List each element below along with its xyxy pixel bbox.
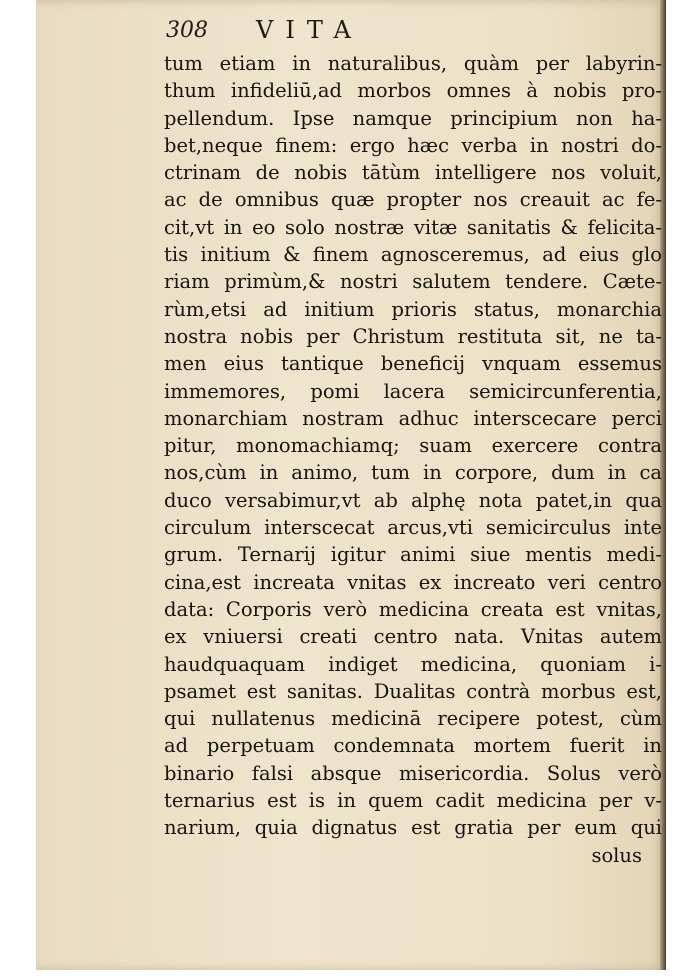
- text-line: rùm,etsi ad initium prioris status, monarchia: [164, 297, 662, 321]
- text-line: cina,est increata vnitas ex increato veri centro: [164, 570, 662, 594]
- text-line: tum etiam in naturalibus, quàm per labyrin-: [164, 52, 662, 75]
- text-line: nostra nobis per Christum restituta sit, ne ta-: [164, 324, 662, 348]
- text-line: riam primùm,& nostri salutem tendere. Cæte-: [164, 270, 662, 294]
- text-line: data: Corporis verò medicina creata est vnitas,: [164, 597, 662, 621]
- text-line: tis initium & finem agnosceremus, ad eius glo: [164, 243, 662, 267]
- text-line: pitur, monomachiamq; suam exercere contra: [164, 434, 662, 458]
- text-line: cit,vt in eo solo nostræ vitæ sanitatis & felicita-: [164, 215, 662, 239]
- text-line: monarchiam nostram adhuc interscecare perci: [164, 406, 662, 430]
- text-line: pellendum. Ipse namque principium non ha-: [164, 106, 662, 130]
- body-text: [164, 50, 662, 869]
- text-line: haudquaquam indiget medicina, quoniam i-: [164, 652, 662, 676]
- book-page: [36, 0, 666, 970]
- text-line: ac de omnibus quæ propter nos creauit ac fe-: [164, 188, 662, 212]
- running-head: [166, 14, 466, 48]
- text-line: ternarius est is in quem cadit medicina per v-: [164, 789, 662, 813]
- running-title: VITA: [256, 16, 363, 44]
- text-line: binario falsi absque misericordia. Solus verò: [164, 761, 662, 785]
- text-line: ad perpetuam condemnata mortem fuerit in: [164, 734, 662, 758]
- text-line: ctrinam de nobis tātùm intelligere nos voluit,: [164, 161, 662, 185]
- catchword: solus: [591, 843, 642, 867]
- text-line: ex vniuersi creati centro nata. Vnitas autem: [164, 625, 662, 649]
- text-line: thum infideliū,ad morbos omnes à nobis pro-: [164, 79, 662, 103]
- text-line: men eius tantique beneficij vnquam essemus: [164, 352, 662, 376]
- text-line: bet,neque finem: ergo hæc verba in nostri do-: [164, 133, 662, 157]
- text-line: duco versabimur,vt ab alphę nota patet,in qua: [164, 488, 662, 512]
- text-line: psamet est sanitas. Dualitas contrà morbus est,: [164, 679, 662, 703]
- text-line: narium, quia dignatus est gratia per eum qui: [164, 816, 662, 840]
- text-line: qui nullatenus medicinā recipere potest, cùm: [164, 707, 662, 731]
- text-line: grum. Ternarij igitur animi siue mentis medi-: [164, 543, 662, 567]
- text-line: nos,cùm in animo, tum in corpore, dum in ca: [164, 461, 662, 485]
- page-number: 308: [166, 18, 208, 43]
- text-line: immemores, pomi lacera semicircunferentia,: [164, 379, 662, 403]
- text-line: circulum interscecat arcus,vti semicirculus inte: [164, 516, 662, 540]
